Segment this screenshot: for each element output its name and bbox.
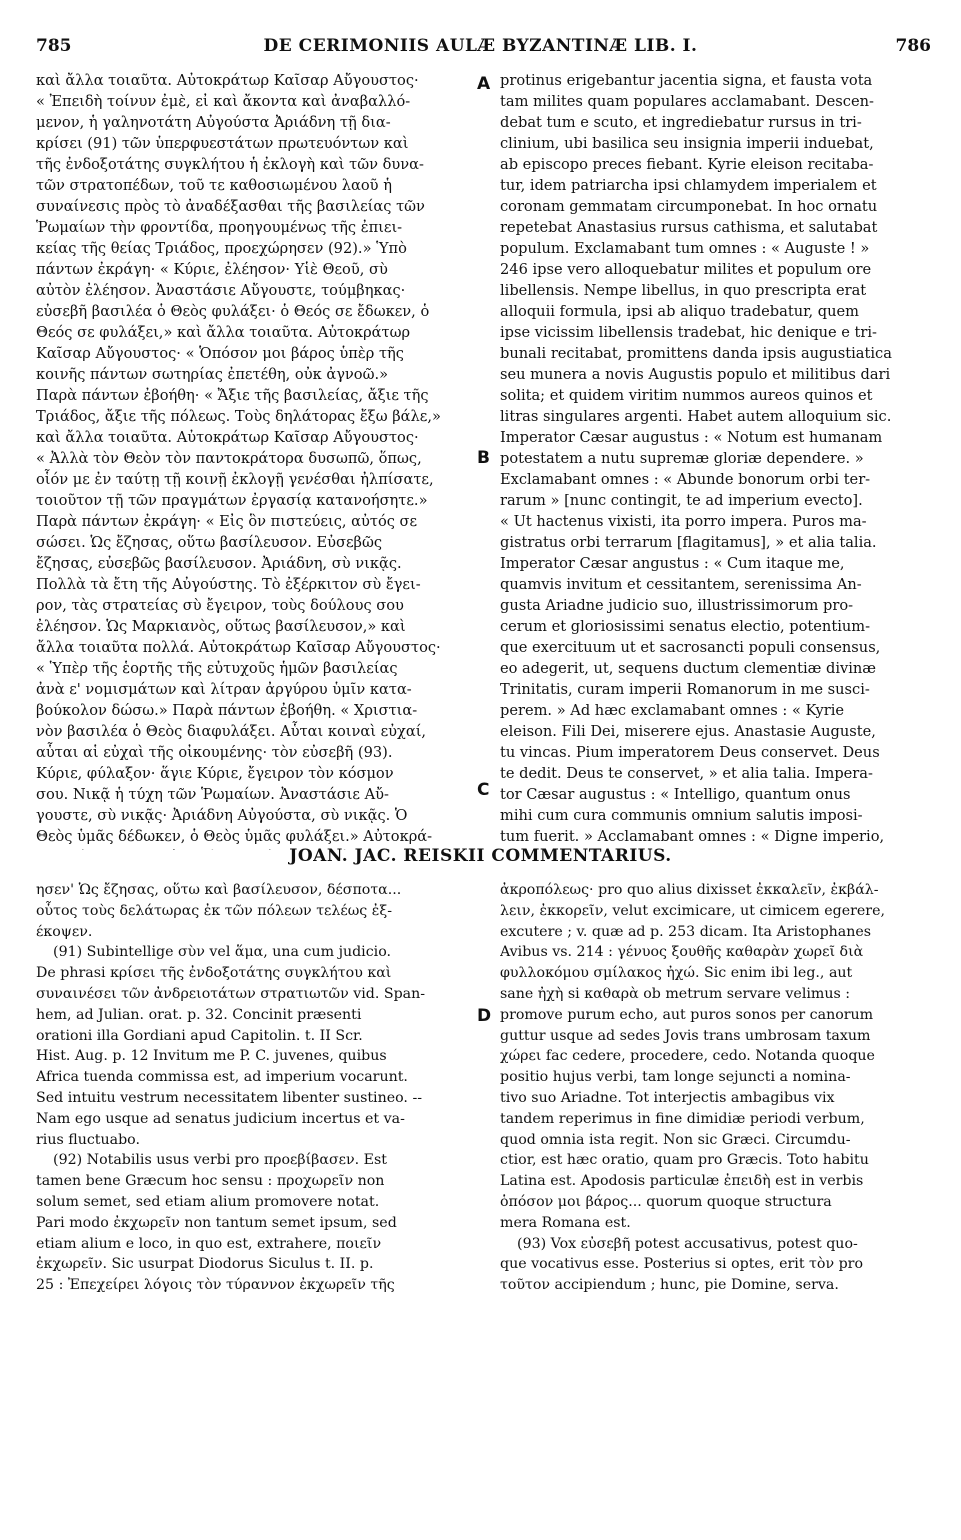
text-line: σου. Νικᾷ ἡ τύχη τῶν Ῥωμαίων. Ἀναστάσιε Αὔ- <box>36 786 389 803</box>
text-line: κοινῆς πάντων σωτηρίας ἐπετέθη, οὐκ ἀγνοῶ.» <box>36 366 389 383</box>
text-line: Pari modo ἐκχωρεῖν non tantum semet ipsum, sed <box>36 1214 397 1231</box>
text-line: Παρὰ πάντων ἐκράγη· « Εἰς ὃν πιστεύεις, αὐτός σε <box>36 513 418 530</box>
text-line: τῶν στρατοπέδων, τοῦ τε καθοσιωμένου λαοῦ ἡ <box>36 177 392 194</box>
margin-letter-b: B <box>477 448 490 468</box>
text-line: seu munera a novis Augustis populo et militibus dari <box>500 366 891 383</box>
text-line: ab episcopo preces fiebant. Kyrie eleison recitaba- <box>500 156 874 173</box>
text-line: Exclamabant omnes : « Abunde bonorum orbi ter- <box>500 471 871 488</box>
text-line: ρον, τὰς στρατείας σὺ ἔγειρον, τοὺς δούλους σου <box>36 597 404 614</box>
text-line: coronam gemmatam circumponebat. In hoc ornatu <box>500 198 878 215</box>
text-line: Imperator Cæsar angustus : « Cum itaque me, <box>500 555 845 572</box>
text-line: repetebat Anastasius rursus cathisma, et salutabat <box>500 219 878 236</box>
text-line: guttur usque ad sedes Jovis trans umbrosam taxum <box>500 1027 871 1044</box>
page-header <box>24 36 937 64</box>
text-line: tamen bene Græcum hoc sensu : προχωρεῖν non <box>36 1173 385 1190</box>
text-line: ἐλέησον. Ὡς Μαρκιανὸς, οὕτως βασίλευσον,» καὶ <box>36 618 406 635</box>
text-line: μενον, ἡ γαληνοτάτη Αὐγούστα Ἀριάδνη τῇ δια- <box>36 114 391 131</box>
text-line: έκοψεν. <box>36 923 93 940</box>
text-line: « Ut hactenus vixisti, ita porro impera. Puros ma- <box>500 513 867 530</box>
text-line: 25 : Ἐπεχείρει λόγοις τὸν τύραννον ἐκχωρεῖν τῆς <box>36 1277 395 1294</box>
text-line: 246 ipse vero alloquebatur milites et populum ore <box>500 261 872 278</box>
text-line: cerum et gloriosissimi senatus electio, potentium- <box>500 618 871 635</box>
commentary-section-title: JOAN. JAC. REISKII COMMENTARIUS. <box>289 846 672 866</box>
text-line: excutere ; v. quæ ad p. 253 dicam. Ita Aristophanes <box>500 923 872 940</box>
text-line: λειν, ἐκκορεῖν, velut excimicare, ut cimicem egerere, <box>500 902 885 919</box>
text-line: (93) Vox εὐσεβῆ potest accusativus, potest quo- <box>517 1235 858 1252</box>
text-line: Imperator Cæsar augustus : « Notum est humanam <box>500 429 883 446</box>
text-line: ἀνὰ ε' νομισμάτων καὶ λίτραν ἀργύρου ὑμῖν κατα- <box>36 681 412 698</box>
text-line: rarum » [nunc contingit, te ad imperium evecto]. <box>500 492 863 509</box>
text-line: Θεὸς ὑμᾶς δέδωκεν, ὁ Θεὸς ὑμᾶς φυλάξει.» Αὐτοκρά- <box>36 828 433 845</box>
text-line: eleison. Fili Dei, miserere ejus. Anastasie Auguste, <box>500 723 876 740</box>
text-line: Latina est. Apodosis particulæ ἐπειδὴ est in verbis <box>500 1173 864 1190</box>
text-line: Παρὰ πάντων ἐβοήθη· « Ἄξιε τῆς βασιλείας, ἄξιε τῆς <box>36 387 429 404</box>
text-line: ὁπόσον μοι βάρος... quorum quoque structura <box>500 1193 832 1210</box>
text-line: tu vincas. Pium imperatorem Deus conservet. Deus <box>500 744 880 761</box>
text-line: ἀκροπόλεως· pro quo alius dixisset ἐκκαλεῖν, ἐκβάλ- <box>500 882 879 898</box>
text-line: potestatem a nutu supremæ gloriæ dependere. » <box>500 450 864 467</box>
text-line: οὗτος τοὺς δελάτωρας ἐκ τῶν πόλεων τελέως ἐξ- <box>36 902 392 919</box>
text-line: etiam alium e loco, in quo est, extrahere, ποιεῖν <box>36 1235 382 1252</box>
latin-translation-column <box>500 70 926 850</box>
text-line: καὶ ἄλλα τοιαῦτα. Αὐτοκράτωρ Καῖσαρ Αὔγουστος· <box>36 429 419 446</box>
text-line: συναίνεσις πρὸς τὸ ἀναδέξασθαι τῆς βασιλείας τῶν <box>36 198 425 215</box>
text-line: clinium, ubi basilica seu insignia imperii induebat, <box>500 135 874 152</box>
text-line: protinus erigebantur jacentia signa, et fausta vota <box>500 72 873 89</box>
text-line: tandem reperimus in fine dimidiæ periodi verbum, <box>500 1110 865 1127</box>
text-line: Ῥωμαίων τὴν φροντίδα, προηγουμένως τῆς ἐπιει- <box>36 219 403 236</box>
text-line: αὗται αἱ εὐχαὶ τῆς οἰκουμένης· τὸν εὐσεβῆ (93). <box>36 744 393 761</box>
text-line: quod omnia ista regit. Non sic Græci. Circumdu- <box>500 1131 851 1148</box>
commentary-right-column <box>500 880 926 1520</box>
text-line: καὶ ἄλλα τοιαῦτα. Αὐτοκράτωρ Καῖσαρ Αὔγουστος· <box>36 72 419 89</box>
text-line: αὐτὸν ἐλέησον. Ἀναστάσιε Αὔγουστε, τούμβηκας· <box>36 282 406 299</box>
text-line: ἄλλα τοιαῦτα πολλά. Αὐτοκράτωρ Καῖσαρ Αὔγουστος· <box>36 639 441 656</box>
text-line: sane ἠχὴ si καθαρὰ ob metrum servare velimus : <box>500 985 851 1002</box>
text-line: litras singulares argenti. Habet autem alloquium sic. <box>500 408 892 425</box>
text-line: Avibus vs. 214 : γένυος ξουθῆς καθαρὰν χωρεῖ διὰ <box>500 944 864 961</box>
text-line: κείας τῆς θείας Τριάδος, προεχώρησεν (92).» Ὑπὸ <box>36 240 407 257</box>
margin-letter-d: D <box>477 1006 492 1026</box>
text-line: orationi illa Gordiani apud Capitolin. t. II Scr. <box>36 1027 363 1044</box>
text-line: γουστε, σὺ νικᾷς· Ἀριάδνη Αὐγούστα, σὺ νικᾷς. Ὁ <box>36 807 408 824</box>
text-line: que vocativus esse. Posterius si optes, erit τὸν pro <box>500 1256 863 1273</box>
text-line: Καῖσαρ Αὔγουστος· « Ὁπόσον μοι βάρος ὑπὲρ τῆς <box>36 345 404 362</box>
text-line: bunali recitabat, promittens danda ipsis augustiatica <box>500 345 892 362</box>
text-line: positio hujus verbi, tam longe sejuncti a nomina- <box>500 1069 851 1086</box>
text-line: hem, ad Julian. orat. p. 32. Concinit præsenti <box>36 1006 362 1023</box>
text-line: τοιοῦτον τῇ τῶν πραγμάτων ἐργασίᾳ κατανοήσητε.» <box>36 492 428 509</box>
text-line: χώρει fac cedere, procedere, cedo. Notanda quoque <box>500 1048 875 1065</box>
text-line: libellensis. Nempe libellus, in quo prescripta erat <box>500 282 867 299</box>
text-line: tum fuerit. » Acclamabant omnes : « Digne imperio, <box>500 828 885 845</box>
text-line: ipse vicissim libellensis tradebat, hic denique e tri- <box>500 324 877 341</box>
text-line: πάντων ἐκράγη· « Κύριε, ἐλέησον· Υἱὲ Θεοῦ, σὺ <box>36 261 388 278</box>
page-number-left: 785 <box>36 36 72 56</box>
text-line: tam milites quam populares acclamabant. Descen- <box>500 93 874 110</box>
text-line: eo adegerit, ut, sequens ductum clementiæ divinæ <box>500 660 877 677</box>
text-line: mera Romana est. <box>500 1214 631 1231</box>
commentary-left-column <box>36 880 470 1520</box>
text-line: Πολλὰ τὰ ἔτη τῆς Αὐγούστης. Τὸ ἐξέρκιτον σὺ ἔγει- <box>36 576 421 593</box>
text-line: « Ὑπὲρ τῆς ἑορτῆς τῆς εὐτυχοῦς ἡμῶν βασιλείας <box>36 660 398 677</box>
text-line: Κύριε, φύλαξον· ἅγιε Κύριε, ἔγειρον τὸν κόσμον <box>36 765 394 782</box>
text-line: populum. Exclamabant tum omnes : « Auguste ! » <box>500 240 870 257</box>
text-line: que exercituum ut et sacrosancti populi consensus, <box>500 639 881 656</box>
text-line: τοῦτον accipiendum ; hunc, pie Domine, serva. <box>500 1277 839 1294</box>
text-line: Τριάδος, ἄξιε τῆς πόλεως. Τοὺς δηλάτορας ἔξω βάλε,» <box>36 408 441 425</box>
text-line: Trinitatis, curam imperii Romanorum in me susci- <box>500 681 870 698</box>
text-line: perem. » Ad hæc exclamabant omnes : « Kyrie <box>500 702 845 719</box>
margin-letter-c: C <box>477 780 490 800</box>
text-line: Θεός σε φυλάξει,» καὶ ἄλλα τοιαῦτα. Αὐτοκράτωρ <box>36 324 411 341</box>
text-line: alloquii formula, ipsi ab aliquo tradebatur, quem <box>500 303 859 320</box>
text-line: ctior, est hæc oratio, quam pro Græcis. Toto habitu <box>500 1152 869 1169</box>
text-line: solita; et quidem viritim nummos aureos quinos et <box>500 387 873 404</box>
text-line: promove purum echo, aut puros sonos per canorum <box>500 1006 874 1023</box>
text-line: κρίσει (91) τῶν ὑπερφυεστάτων πρωτευόντων καὶ <box>36 135 409 152</box>
text-line: τῆς ἐνδοξοτάτης συγκλήτου ἡ ἐκλογὴ καὶ τῶν δυνα- <box>36 156 424 173</box>
text-line: ἔζησας, εὐσεβῶς βασίλευσον. Ἀριάδνη, σὺ νικᾷς. <box>36 555 402 572</box>
text-line: ἐκχωρεῖν. Sic usurpat Diodorus Siculus t. II. p. <box>36 1256 374 1273</box>
text-line: σώσει. Ὡς ἔζησας, οὕτω βασίλευσον. Εὐσεβῶς <box>36 534 383 551</box>
text-line: οἷόν με ἐν ταύτῃ τῇ κοινῇ ἐκλογῇ γενέσθαι ἠλπίσατε, <box>36 471 434 488</box>
text-line: te dedit. Deus te conservet, » et alia talia. Impera- <box>500 765 873 782</box>
text-line: mihi cum cura communis omnium salutis imposi- <box>500 807 863 824</box>
text-line: rius fluctuabo. <box>36 1131 140 1148</box>
text-line: « Ἀλλὰ τὸν Θεὸν τὸν παντοκράτορα δυσωπῶ, ὅπως, <box>36 450 422 467</box>
text-line: De phrasi κρίσει τῆς ἐνδοξοτάτης συγκλήτου καὶ <box>36 965 392 982</box>
text-line: gusta Ariadne judicio suo, illustrissimorum pro- <box>500 597 854 614</box>
page-number-right: 786 <box>895 36 931 56</box>
text-line: gistratus orbi terrarum [flagitamus], » et alia talia. <box>500 534 877 551</box>
text-line: ησεν' Ὡς ἔζησας, οὕτω καὶ βασίλευσον, δέσποτα... <box>36 882 402 898</box>
text-line: φυλλοκόμου σμίλακος ἠχώ. Sic enim ibi leg., aut <box>500 965 853 982</box>
text-line: βούκολον δώσω.» Παρὰ πάντων ἐβοήθη. « Χριστια- <box>36 702 418 719</box>
greek-text-column <box>36 70 470 850</box>
text-line: Hist. Aug. p. 12 Invitum me P. C. juvenes, quibus <box>36 1048 387 1065</box>
text-line: « Ἐπειδὴ τοίνυν ἐμὲ, εἰ καὶ ἄκοντα καὶ ἀναβαλλό- <box>36 93 411 110</box>
text-line: debat tum e scuto, et ingrediebatur rursus in tri- <box>500 114 862 131</box>
text-line: συναινέσει τῶν ἀνδρειοτάτων στρατιωτῶν vid. Span- <box>36 985 426 1002</box>
text-line: Africa tuenda commissa est, ad imperium vocarunt. <box>36 1069 408 1086</box>
text-line: Nam ego usque ad senatus judicium incertus et va- <box>36 1110 405 1127</box>
text-line: (92) Notabilis usus verbi pro προεβίβασεν. Est <box>53 1152 387 1169</box>
text-line: νὸν βασιλέα ὁ Θεὸς διαφυλάξει. Αὗται κοιναὶ εὐχαί, <box>36 723 427 740</box>
running-title: DE CERIMONIIS AULÆ BYZANTINÆ LIB. I. <box>263 36 698 56</box>
text-line: (91) Subintellige σὺν vel ἅμα, una cum judicio. <box>53 944 392 961</box>
text-line: Sed intuitu vestrum necessitatem libenter sustineo. -- <box>36 1089 423 1106</box>
text-line: tur, idem patriarcha ipsi chlamydem imperialem et <box>500 177 877 194</box>
text-line: tor Cæsar augustus : « Intelligo, quantum onus <box>500 786 851 803</box>
text-line: quamvis invitum et cessitantem, serenissima An- <box>500 576 862 593</box>
margin-letter-a: A <box>477 74 491 94</box>
text-line: tivo suo Ariadne. Tot interjectis ambagibus vix <box>500 1089 835 1106</box>
text-line: solum semet, sed etiam alium promovere notat. <box>36 1193 380 1210</box>
text-line: εὐσεβῆ βασιλέα ὁ Θεὸς φυλάξει· ὁ Θεός σε ἔδωκεν, ὁ <box>36 303 430 320</box>
